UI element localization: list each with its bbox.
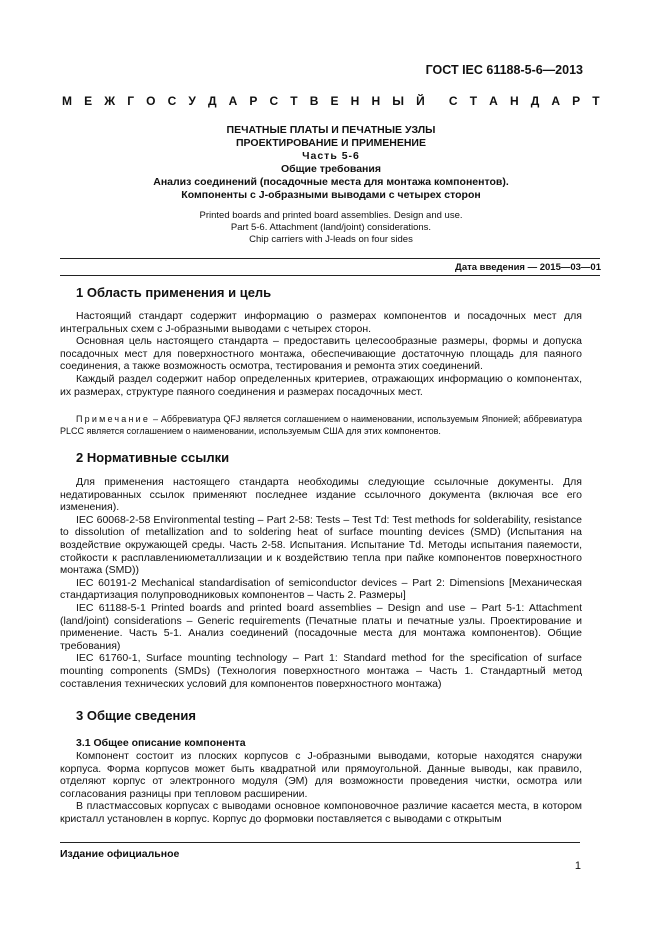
english-title-line: Printed boards and printed board assemblies. Design and use. [199, 210, 463, 221]
banner-letter: Г [127, 94, 135, 108]
divider [60, 275, 600, 276]
reference-item: IEC 60191-2 Mechanical standardisation of semiconductor devices – Part 2: Dimensions [Механическая стандартизация полупроводниковых компонентов – Часть 2. Размеры] [60, 576, 582, 602]
banner-letter: Н [350, 94, 360, 108]
edition-label: Издание официальное [60, 848, 180, 860]
page-number: 1 [574, 860, 581, 872]
paragraph: Для применения настоящего стандарта необходимы следующие ссылочные документы. Для недатированных ссылок применяют последнее издание ссылочного документа (включая все его изменения). [60, 476, 582, 514]
banner-letter: Н [509, 94, 519, 108]
banner-letter: Д [207, 94, 217, 108]
paragraph: Настоящий стандарт содержит информацию о размерах компонентов и посадочных мест для интегральных схем с J-образными выводами с четырех сторон. [60, 310, 582, 335]
section-body-references [60, 476, 582, 690]
note-text: – Аббревиатура QFJ является соглашением о наименовании, используемым Японией; аббревиатура PLCC является соглашением о наименовании, используемым США для этих компонентов. [60, 414, 582, 436]
note [60, 414, 582, 437]
english-title-line: Chip carriers with J-leads on four sides [249, 234, 413, 245]
banner-letter: Ы [392, 94, 404, 108]
banner-letter: Т [290, 94, 298, 108]
footer-divider [60, 842, 580, 843]
title-line: Общие требования [281, 163, 381, 175]
banner-letter: М [62, 94, 72, 108]
introduction-date: Дата введения — 2015—03—01 [455, 262, 601, 273]
banner-letter: Т [592, 94, 600, 108]
banner-letter: Д [530, 94, 540, 108]
paragraph: В пластмассовых корпусах с выводами основное компоновочное различие касается места, в котором кристалл установлен в корпус. Корпус до формовки поставляется с выводами с открытым [60, 800, 582, 825]
divider [60, 258, 600, 259]
banner-letter: Н [371, 94, 381, 108]
banner-letter: У [188, 94, 196, 108]
section-body-general [60, 750, 582, 826]
banner-letter: О [146, 94, 156, 108]
english-title-line: Part 5-6. Attachment (land/joint) considerations. [230, 222, 432, 233]
banner-letter: А [228, 94, 238, 108]
section-heading-scope: 1 Область применения и цель [76, 285, 272, 300]
banner-letter: Е [330, 94, 339, 108]
banner-letter: Р [572, 94, 581, 108]
section-heading-references: 2 Нормативные ссылки [76, 450, 230, 465]
banner-letter: С [269, 94, 279, 108]
section-heading-general: 3 Общие сведения [76, 708, 196, 723]
standard-banner [62, 94, 600, 108]
banner-letter: Й [416, 94, 425, 108]
reference-item: IEC 60068-2-58 Environmental testing – Part 2-58: Tests – Test Td: Test methods for solderability, resistance to dissolution of metallization and to soldering heat of surface mounting devices (SMD) (Испытания на воздействие окружающей среды. Часть 2-58. Испытания. Испытание Td. Методы испытания паяемости, стойкости к расплавлениюметаллизации и к воздействию тепла при пайке компонентов поверхностного монтажа (SMD)) [60, 513, 582, 577]
title-line: Компоненты с J-образными выводами с четырех сторон [181, 189, 481, 201]
title-block [60, 124, 602, 202]
subsection-heading: 3.1 Общее описание компонента [76, 737, 246, 749]
banner-letter: А [551, 94, 561, 108]
paragraph: Компонент состоит из плоских корпусов с J-образными выводами, которые находятся снаружи корпуса. Форма корпусов может быть квадратной или прямоугольной. Данные выводы, как правило, отделяют корпус от электронного модуля (ЭМ) для возможности проведения чистки, осмотра или согласования разницы при тепловом расширении. [60, 750, 582, 800]
banner-letter: Е [84, 94, 93, 108]
english-title [60, 210, 602, 246]
banner-letter: С [448, 94, 458, 108]
banner-letter: Т [469, 94, 478, 108]
title-line: ПЕЧАТНЫЕ ПЛАТЫ И ПЕЧАТНЫЕ УЗЛЫ [226, 124, 436, 136]
reference-item: IEC 61760-1, Surface mounting technology – Part 1: Standard method for the specification of surface mounting components (SMDs) (Технология поверхностного монтажа – Часть 1. Стандартный метод составления технических условий для компонентов поверхностного монтажа) [60, 652, 582, 690]
section-body-scope [60, 310, 582, 398]
note-paragraph [60, 414, 582, 437]
document-number: ГОСТ IEC 61188-5-6—2013 [425, 63, 583, 77]
banner-letter: Р [249, 94, 258, 108]
paragraph: Каждый раздел содержит набор определенных критериев, отражающих информацию о компонентах, их размерах, структуре паяного соединения и размерах посадочных мест. [60, 372, 582, 398]
paragraph: Основная цель настоящего стандарта – предоставить целесообразные размеры, формы и допуска посадочных мест для поверхностного монтажа, обеспечивающие достаточную площадь для паяного соединения, а также возможность осмотра, тестирования и ремонта этих соединений. [60, 335, 582, 373]
title-line: Анализ соединений (посадочные места для монтажа компонентов). [153, 176, 509, 188]
banner-letter: С [167, 94, 177, 108]
title-line: ПРОЕКТИРОВАНИЕ И ПРИМЕНЕНИЕ [236, 137, 426, 149]
banner-letter: В [309, 94, 319, 108]
banner-letter: А [489, 94, 498, 108]
banner-letter: Ж [104, 94, 116, 108]
title-part: Часть 5-6 [302, 150, 360, 162]
reference-item: IEC 61188-5-1 Printed boards and printed board assemblies – Design and use – Part 5-1: Attachment (land/joint) considerations – Generic requirements (Печатные платы и печатные узлы. Проектирование и применение. Часть 5-1. Анализ соединений (посадочные места для монтажа компонентов). Общие требования) [60, 601, 582, 652]
note-label: Примечание [76, 414, 151, 424]
